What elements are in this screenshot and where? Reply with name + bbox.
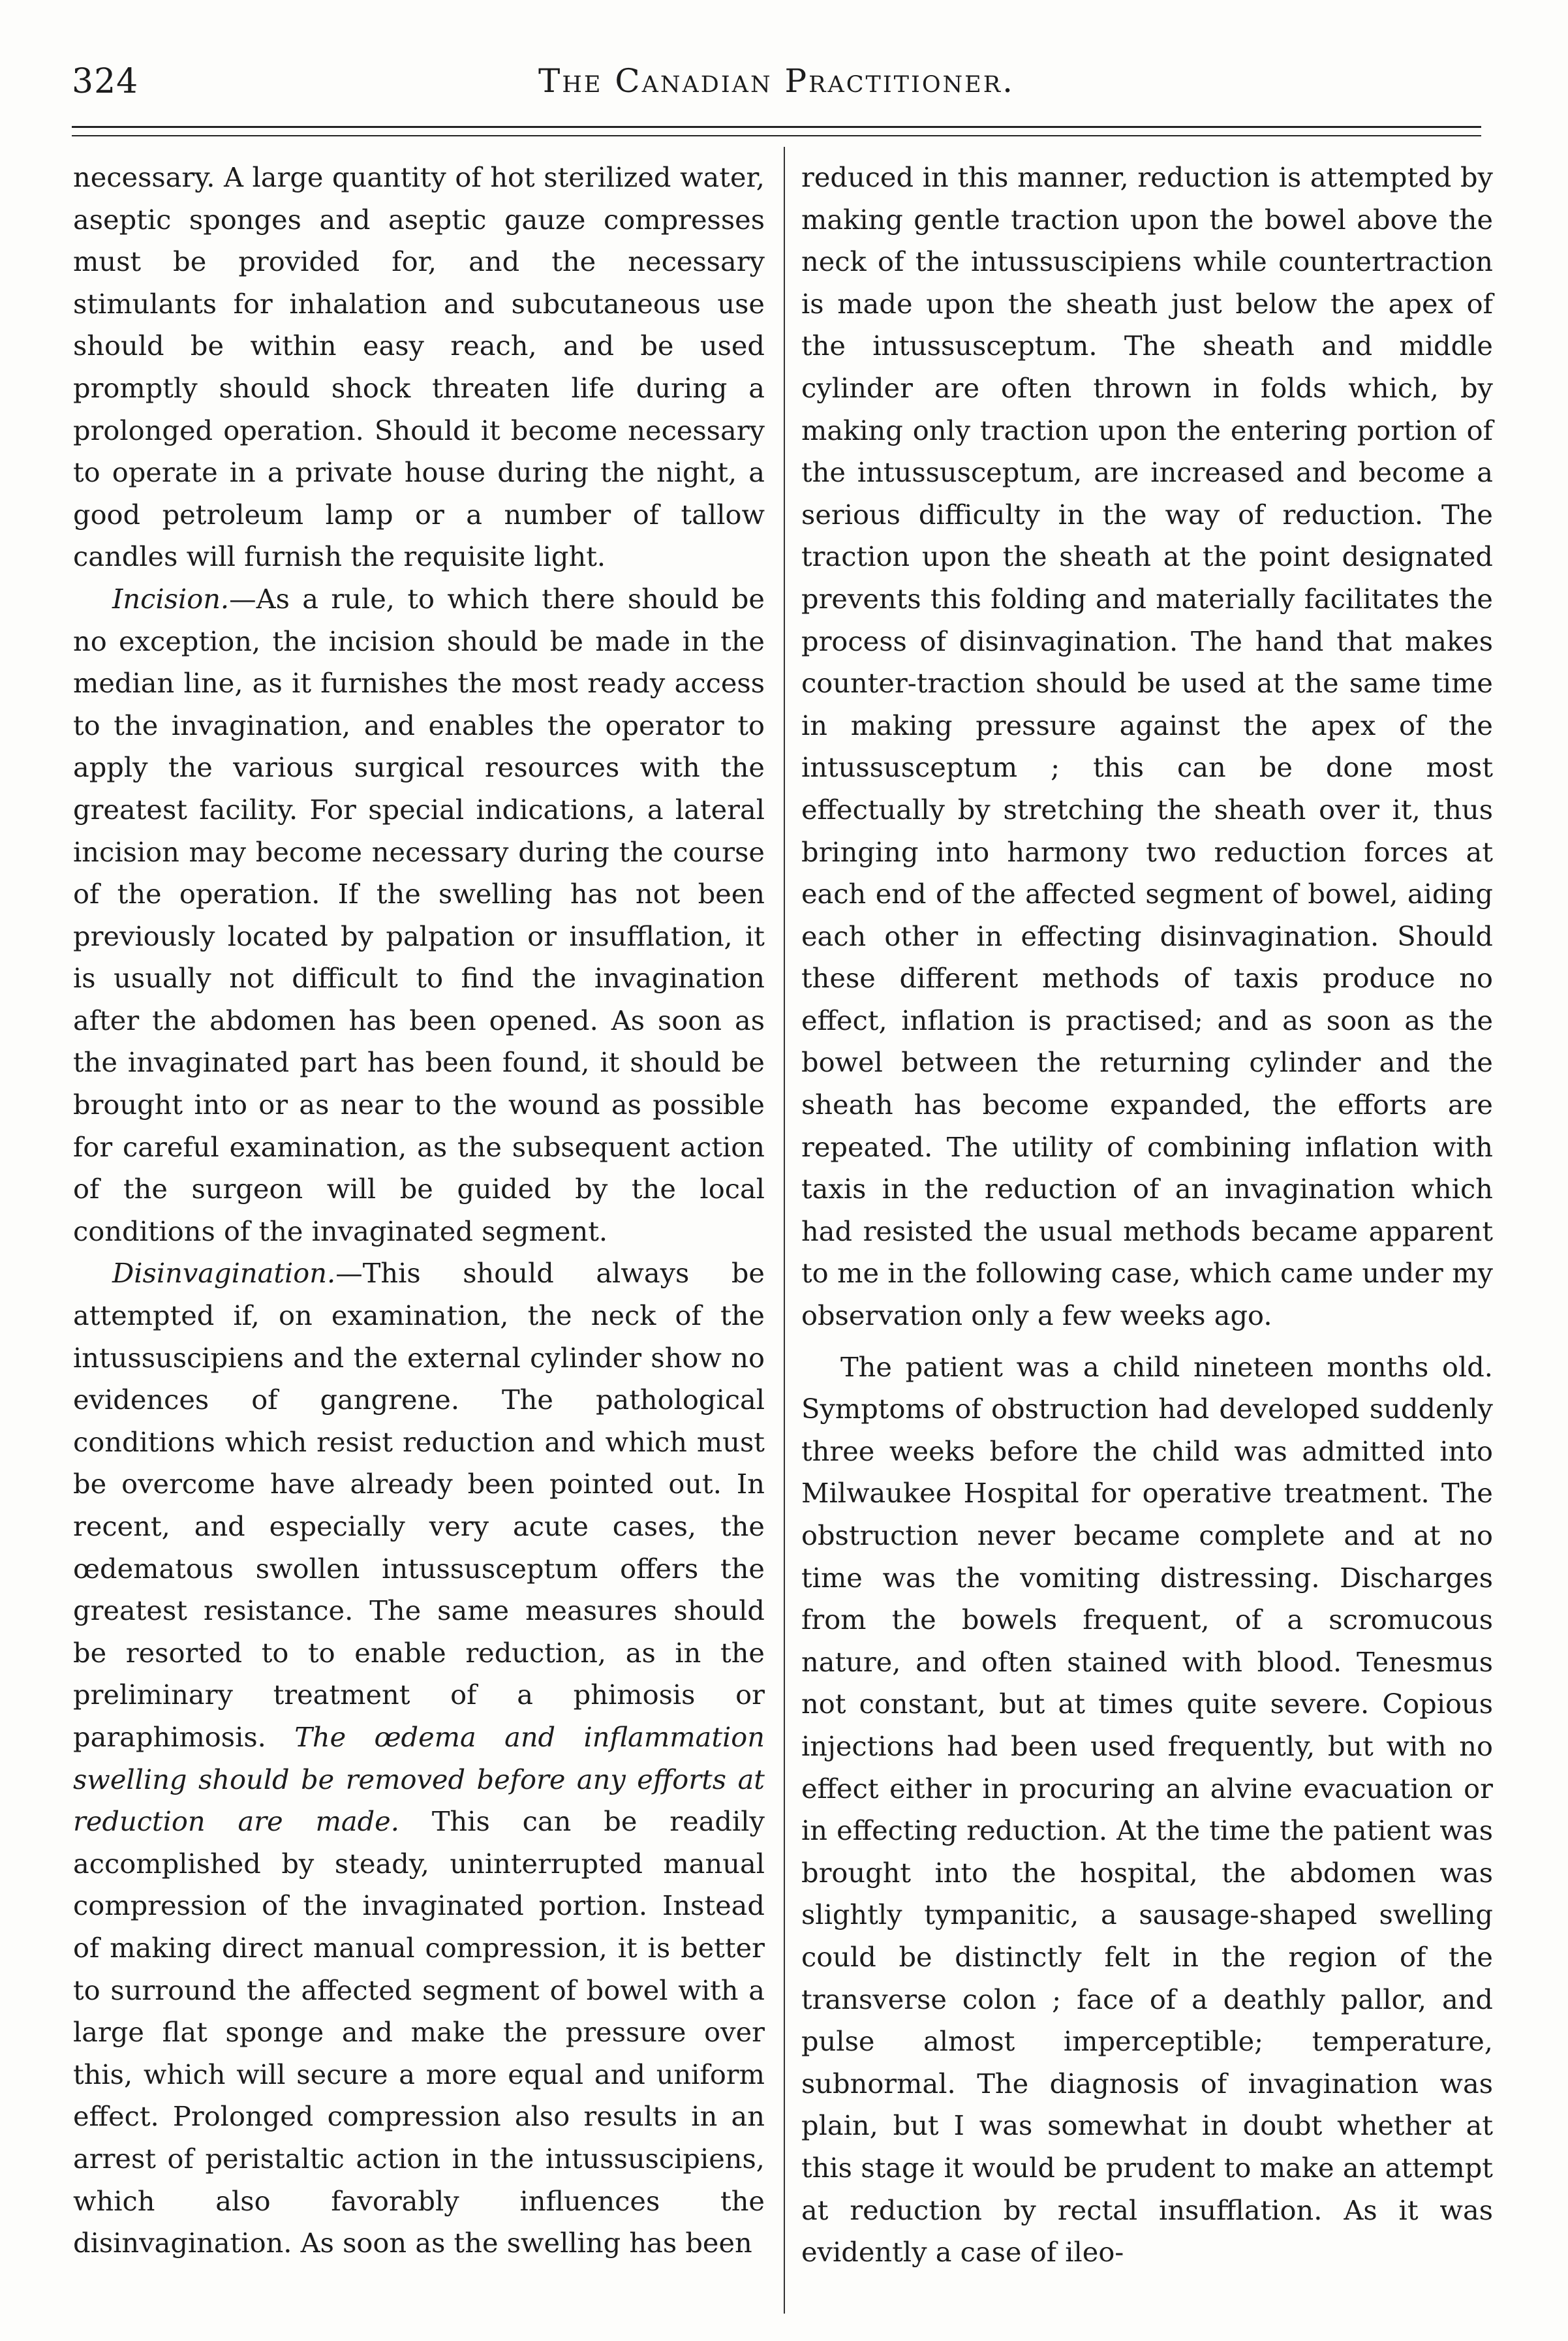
incision-text: —As a rule, to which there should be no exception, the incision should be made in the median line, as it furnishes the most ready access to the invagination, and enables the operator to apply the various surgical resources with the greatest facility. For special indications, a lateral incision may become necessary during the course of the operation. If the swelling has not been previously located by palpation or insufflation, it is usually not difficult to find the invagination after the abdomen has been opened. As soon as the invaginated part has been found, it should be brought into or as near to the wound as possible for careful examination, as the subsequent action of the surgeon will be guided by the local conditions of the invaginated segment. <box>73 582 765 1247</box>
paragraph-case-report: The patient was a child nineteen months old. Symptoms of obstruction had developed suddenly three weeks before the child was admitted into Milwaukee Hospital for operative treatment. The obstruction never became complete and at no time was the vomiting distressing. Discharges from the bowels frequent, of a scromucous nature, and often stained with blood. Tenesmus not constant, but at times quite severe. Copious injections had been used frequently, but with no effect either in procuring an alvine evacuation or in effecting reduction. At the time the patient was brought into the hospital, the abdomen was slightly tympanitic, a sausage-shaped swelling could be distinctly felt in the region of the transverse colon ; face of a deathly pallor, and pulse almost imperceptible; temperature, subnormal. The diagnosis of invagination was plain, but I was somewhat in doubt whether at this stage it would be prudent to make an attempt at reduction by rectal insufflation. As it was evidently a case of ileo- <box>801 1350 1493 2269</box>
disinvagination-text-a: —This should always be attempted if, on examination, the neck of the intussuscipiens and the external cylinder show no evidences of gangrene. The pathological conditions which resist reduction and which must be overcome have already been pointed out. In recent, and especially very acute cases, the œdematous swollen intussusceptum offers the greatest resistance. The same measures should be resorted to to enable reduction, as in the preliminary treatment of a phimosis or paraphimosis. <box>73 1257 765 1753</box>
paragraph-reduction: reduced in this manner, reduction is attempted by making gentle traction upon the bowel above the neck of the intussuscipiens while countertraction is made upon the sheath just below the apex of the intussusceptum. The sheath and middle cylinder are often thrown in folds which, by making only traction upon the entering portion of the intussusceptum, are increased and become a serious difficulty in the way of reduction. The traction upon the sheath at the point designated prevents this folding and materially facilitates the process of disinvagination. The hand that makes counter-traction should be used at the same time in making pressure against the apex of the intussusceptum ; this can be done most effectually by stretching the sheath over it, thus bringing into harmony two reduction forces at each end of the affected segment of bowel, aiding each other in effecting disinvagination. Should these different methods of taxis produce no effect, inflation is practised; and as soon as the bowel between the returning cylinder and the sheath has become expanded, the efforts are repeated. The utility of combining inflation with taxis in the reduction of an invagination which had resisted the usual methods became apparent to me in the following case, which came under my observation only a few weeks ago. <box>801 161 1493 1332</box>
running-title: The Canadian Practitioner. <box>538 62 1015 100</box>
header-rule-bottom <box>72 135 1481 136</box>
page-number: 324 <box>72 62 139 101</box>
paragraph-continued: necessary. A large quantity of hot sterilized water, aseptic sponges and aseptic gauze compresses must be provided for, and the necessary stimulants for inhalation and subcutaneous use should be within easy reach, and be used promptly should shock threaten life during a prolonged operation. Should it become necessary to operate in a private house during the night, a good petroleum lamp or a number of tallow candles will furnish the requisite light. <box>73 161 765 573</box>
page-header <box>72 62 1481 127</box>
right-column <box>801 157 1493 2274</box>
paragraph-incision <box>73 578 765 1253</box>
disinvagination-heading: Disinvagination. <box>112 1257 336 1290</box>
column-divider <box>784 147 785 2314</box>
disinvagination-text-b: This can be readily accomplished by steady, uninterrupted manual compression of the invaginated portion. Instead of making direct manual compression, it is better to surround the affected segment of bowel with a large flat sponge and make the pressure over this, which will secure a more equal and uniform effect. Prolonged compression also results in an arrest of peristaltic action in the intussuscipiens, which also favorably influences the disinvagination. As soon as the swelling has been <box>73 1805 765 2259</box>
left-column <box>73 157 765 2265</box>
paragraph-disinvagination <box>73 1252 765 2264</box>
incision-heading: Incision. <box>112 582 230 615</box>
disinvagination-italic: The œdema and inflammation swelling should be removed before any efforts at reduction are made. <box>73 1720 765 1838</box>
header-rule-top <box>72 126 1481 128</box>
